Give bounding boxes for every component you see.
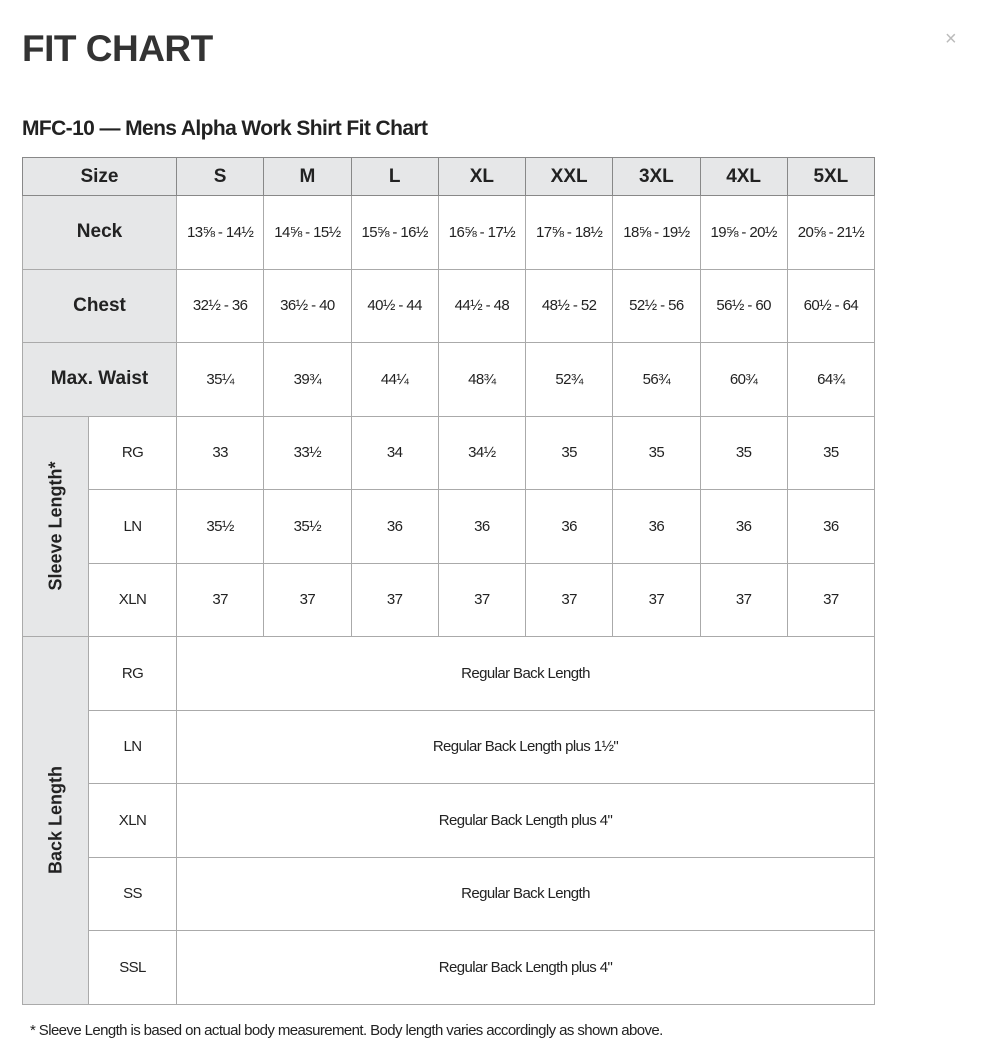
measurement-cell: 35½ <box>177 490 264 564</box>
row-sleeve-rg <box>23 416 875 490</box>
row-back-xln <box>23 784 875 858</box>
footnote: * Sleeve Length is based on actual body measurement. Body length varies accordingly as shown above. <box>30 1022 663 1039</box>
measurement-cell: 64¾ <box>787 343 874 417</box>
measurement-cell: 37 <box>351 563 438 637</box>
measurement-cell: 33½ <box>264 416 351 490</box>
measurement-cell: 19⅝ - 20½ <box>700 196 787 270</box>
measurement-cell: 35 <box>787 416 874 490</box>
size-header-3xl: 3XL <box>613 158 700 196</box>
row-back-ssl <box>23 931 875 1005</box>
measurement-cell: 36 <box>700 490 787 564</box>
back-length-label <box>23 637 89 1005</box>
size-label: Size <box>23 158 177 196</box>
measurement-cell: 36 <box>787 490 874 564</box>
measurement-cell: 40½ - 44 <box>351 269 438 343</box>
measurement-cell: 37 <box>177 563 264 637</box>
row-sleeve-xln <box>23 563 875 637</box>
size-header-s: S <box>177 158 264 196</box>
chest-label: Chest <box>23 269 177 343</box>
measurement-cell: 52¾ <box>526 343 613 417</box>
chart-subtitle: MFC-10 — Mens Alpha Work Shirt Fit Chart <box>22 117 428 140</box>
measurement-cell: 37 <box>613 563 700 637</box>
size-header-l: L <box>351 158 438 196</box>
measurement-cell: 39¾ <box>264 343 351 417</box>
fit-label: RG <box>89 637 177 711</box>
measurement-cell: 35 <box>613 416 700 490</box>
fit-chart-table <box>22 157 875 1005</box>
fit-label: LN <box>89 710 177 784</box>
size-header-4xl: 4XL <box>700 158 787 196</box>
measurement-cell: 37 <box>787 563 874 637</box>
fit-label: SSL <box>89 931 177 1005</box>
row-sleeve-ln <box>23 490 875 564</box>
measurement-cell: 35½ <box>264 490 351 564</box>
row-back-ln <box>23 710 875 784</box>
measurement-cell: 37 <box>438 563 525 637</box>
measurement-cell: 60½ - 64 <box>787 269 874 343</box>
measurement-cell: 17⅝ - 18½ <box>526 196 613 270</box>
measurement-cell: 60¾ <box>700 343 787 417</box>
back-length-cell: Regular Back Length <box>177 857 875 931</box>
row-chest <box>23 269 875 343</box>
row-waist <box>23 343 875 417</box>
measurement-cell: 52½ - 56 <box>613 269 700 343</box>
measurement-cell: 44½ - 48 <box>438 269 525 343</box>
measurement-cell: 13⅝ - 14½ <box>177 196 264 270</box>
fit-label: SS <box>89 857 177 931</box>
measurement-cell: 36 <box>526 490 613 564</box>
measurement-cell: 34 <box>351 416 438 490</box>
measurement-cell: 48½ - 52 <box>526 269 613 343</box>
back-length-cell: Regular Back Length plus 4" <box>177 784 875 858</box>
measurement-cell: 35 <box>526 416 613 490</box>
measurement-cell: 37 <box>526 563 613 637</box>
back-length-cell: Regular Back Length <box>177 637 875 711</box>
measurement-cell: 37 <box>700 563 787 637</box>
back-length-cell: Regular Back Length plus 4" <box>177 931 875 1005</box>
measurement-cell: 36½ - 40 <box>264 269 351 343</box>
row-back-ss <box>23 857 875 931</box>
measurement-cell: 44¼ <box>351 343 438 417</box>
measurement-cell: 14⅝ - 15½ <box>264 196 351 270</box>
row-back-rg <box>23 637 875 711</box>
back-length-cell: Regular Back Length plus 1½" <box>177 710 875 784</box>
measurement-cell: 36 <box>613 490 700 564</box>
measurement-cell: 56½ - 60 <box>700 269 787 343</box>
measurement-cell: 34½ <box>438 416 525 490</box>
measurement-cell: 32½ - 36 <box>177 269 264 343</box>
measurement-cell: 36 <box>438 490 525 564</box>
row-neck <box>23 196 875 270</box>
size-header-xl: XL <box>438 158 525 196</box>
measurement-cell: 15⅝ - 16½ <box>351 196 438 270</box>
neck-label: Neck <box>23 196 177 270</box>
fit-label: RG <box>89 416 177 490</box>
size-header-xxl: XXL <box>526 158 613 196</box>
fit-label: XLN <box>89 563 177 637</box>
measurement-cell: 56¾ <box>613 343 700 417</box>
size-header-m: M <box>264 158 351 196</box>
waist-label: Max. Waist <box>23 343 177 417</box>
measurement-cell: 20⅝ - 21½ <box>787 196 874 270</box>
page-title: FIT CHART <box>22 28 213 69</box>
measurement-cell: 35¼ <box>177 343 264 417</box>
fit-label: XLN <box>89 784 177 858</box>
measurement-cell: 36 <box>351 490 438 564</box>
measurement-cell: 18⅝ - 19½ <box>613 196 700 270</box>
sleeve-length-label-text: Sleeve Length* <box>45 461 65 591</box>
sleeve-length-label <box>23 416 89 637</box>
close-icon[interactable]: × <box>945 28 957 50</box>
measurement-cell: 48¾ <box>438 343 525 417</box>
measurement-cell: 33 <box>177 416 264 490</box>
fit-label: LN <box>89 490 177 564</box>
size-header-row <box>23 158 875 196</box>
size-header-5xl: 5XL <box>787 158 874 196</box>
measurement-cell: 16⅝ - 17½ <box>438 196 525 270</box>
back-length-label-text: Back Length <box>45 766 65 875</box>
measurement-cell: 37 <box>264 563 351 637</box>
measurement-cell: 35 <box>700 416 787 490</box>
